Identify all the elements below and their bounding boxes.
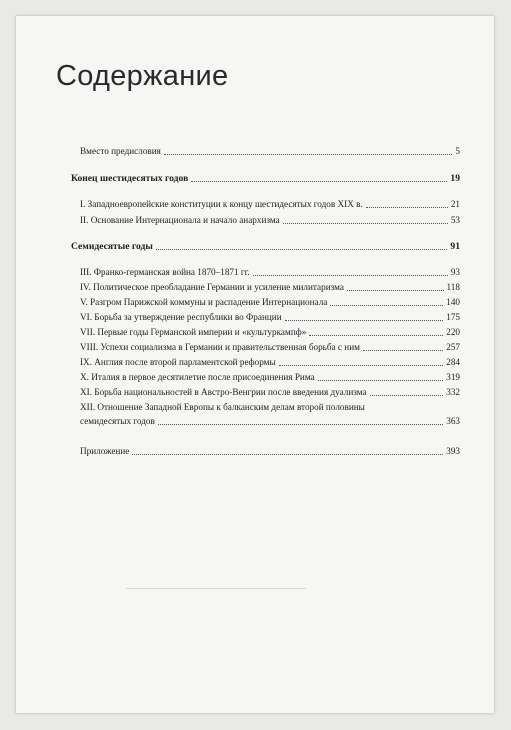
toc-entry-label: III. Франко-германская война 1870–1871 гг. (80, 267, 250, 277)
toc-entry-label: II. Основание Интернационала и начало анархизма (80, 215, 280, 225)
toc-entry-page: 393 (446, 446, 460, 456)
toc-entry (80, 282, 460, 293)
toc-entry (80, 312, 460, 323)
toc-entry (80, 416, 460, 427)
leader-dots (191, 180, 447, 182)
toc-entry (80, 357, 460, 368)
toc-entry (80, 446, 460, 457)
toc-entry (80, 327, 460, 338)
toc-entry-page: 319 (446, 372, 460, 382)
leader-dots (164, 153, 452, 155)
page-title: Содержание (56, 60, 229, 92)
toc-entry (80, 297, 460, 308)
toc-section-page: 91 (450, 241, 460, 252)
leader-dots (318, 379, 444, 381)
toc-entry-page: 118 (446, 282, 460, 292)
toc-entry (80, 342, 460, 353)
toc-entry-label-line1: XII. Отношение Западной Европы к балканским делам второй половины (80, 402, 365, 412)
toc-entry-page: 93 (450, 267, 460, 277)
leader-dots (132, 453, 443, 455)
toc-entry-label: VI. Борьба за утверждение республики во Франции (80, 312, 282, 322)
toc-entry-page: 220 (446, 327, 460, 337)
toc-entry-label: XI. Борьба национальностей в Австро-Венгрии после введения дуализма (80, 387, 367, 397)
show-through-rule (126, 588, 306, 589)
toc-entry-page: 140 (446, 297, 460, 307)
toc-entry (80, 372, 460, 383)
toc-entry-label: Приложение (80, 446, 130, 456)
leader-dots (366, 206, 448, 208)
toc-entry-page: 257 (446, 342, 460, 352)
toc-entry-label-line2: семидесятых годов (80, 416, 155, 426)
toc-entry-page: 21 (450, 199, 460, 209)
leader-dots (283, 222, 448, 224)
leader-dots (285, 319, 444, 321)
toc-entry-label: VIII. Успехи социализма в Германии и правительственная борьба с ним (80, 342, 360, 352)
toc-entry-page: 332 (446, 387, 460, 397)
leader-dots (156, 248, 448, 250)
toc-entry (80, 215, 460, 226)
toc-entry-label: VII. Первые годы Германской империи и «культуркампф» (80, 327, 307, 337)
toc-entry (80, 267, 460, 278)
toc-entry-page: 363 (446, 416, 460, 426)
leader-dots (279, 364, 444, 366)
toc-entry-page: 5 (455, 146, 460, 156)
toc-section (71, 173, 460, 184)
leader-dots (309, 334, 443, 336)
toc-entry-label: IV. Политическое преобладание Германии и усиление милитаризма (80, 282, 344, 292)
toc-entry-label: X. Италия в первое десятилетие после присоединения Рима (80, 372, 315, 382)
toc-entry-page: 53 (450, 215, 460, 225)
leader-dots (253, 274, 448, 276)
toc-section-page: 19 (450, 173, 460, 184)
leader-dots (370, 394, 444, 396)
toc-entry (80, 199, 460, 210)
leader-dots (330, 304, 443, 306)
leader-dots (158, 423, 443, 425)
toc-entry (80, 146, 460, 157)
book-page (16, 16, 494, 713)
toc-entry-label: IX. Англия после второй парламентской реформы (80, 357, 276, 367)
leader-dots (347, 289, 444, 291)
toc-entry-label: Вместо предисловия (80, 146, 161, 156)
toc-entry-label: I. Западноевропейские конституции к концу шестидесятых годов XIX в. (80, 199, 363, 209)
toc-section-label: Семидесятые годы (71, 241, 153, 252)
toc-entry-page: 284 (446, 357, 460, 367)
leader-dots (363, 349, 443, 351)
toc-entry-page: 175 (446, 312, 460, 322)
toc-entry (80, 387, 460, 398)
toc-entry-label: V. Разгром Парижской коммуны и распадение Интернационала (80, 297, 328, 307)
toc-section-label: Конец шестидесятых годов (71, 173, 189, 184)
toc-section (71, 241, 460, 252)
